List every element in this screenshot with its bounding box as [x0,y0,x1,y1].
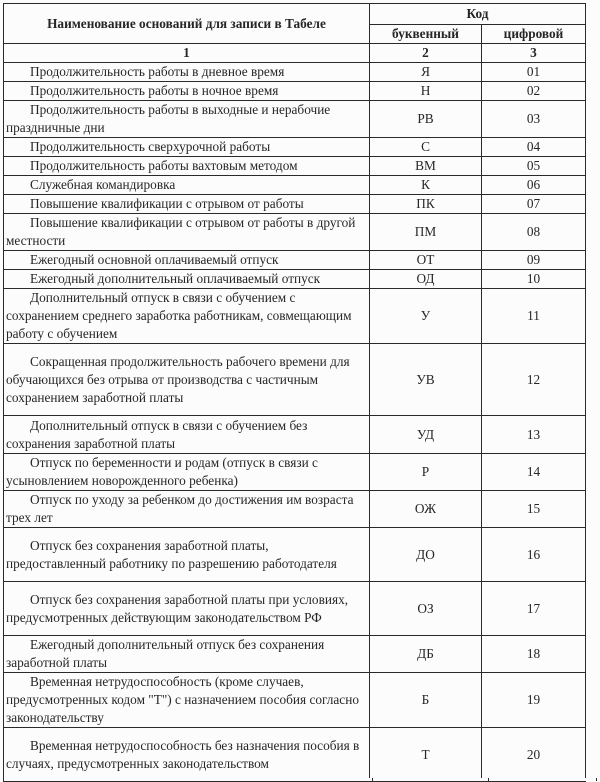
row-name-cell: Продолжительность работы вахтовым методом [4,157,370,176]
row-letter-code-cell: ДБ [370,636,482,673]
table-row [4,157,586,176]
table-row [4,728,586,782]
row-name-cell: Дополнительный отпуск в связи с обучением без сохранения заработной платы [4,416,370,454]
table-row [4,673,586,728]
row-digit-code-cell: 13 [482,416,586,454]
row-name-cell: Служебная командировка [4,176,370,195]
col-number-3: 3 [482,44,586,63]
row-digit-code-cell: 03 [482,101,586,138]
table-row [4,454,586,491]
table-row [4,270,586,289]
table-row [4,582,586,636]
header-digit-col: цифровой [482,25,586,44]
row-letter-code-cell: ПК [370,195,482,214]
row-digit-code-cell: 20 [482,728,586,782]
table-row [4,344,586,416]
row-letter-code-cell: К [370,176,482,195]
row-name-cell: Временная нетрудоспособность без назначения пособия в случаях, предусмотренных законодательством [4,728,370,782]
col-number-2: 2 [370,44,482,63]
row-letter-code-cell: УД [370,416,482,454]
table-row [4,491,586,528]
row-digit-code-cell: 17 [482,582,586,636]
row-digit-code-cell: 08 [482,214,586,251]
header-code-group: Код [370,4,586,25]
table-row [4,251,586,270]
row-digit-code-cell: 04 [482,138,586,157]
table-row [4,416,586,454]
table-row [4,195,586,214]
table-row [4,289,586,344]
row-letter-code-cell: Т [370,728,482,782]
row-name-cell: Продолжительность работы в выходные и нерабочие праздничные дни [4,101,370,138]
table-row [4,138,586,157]
row-letter-code-cell: Р [370,454,482,491]
row-digit-code-cell: 06 [482,176,586,195]
row-digit-code-cell: 01 [482,63,586,82]
row-digit-code-cell: 18 [482,636,586,673]
row-name-cell: Повышение квалификации с отрывом от работы в другой местности [4,214,370,251]
row-letter-code-cell: УВ [370,344,482,416]
header-letter-col: буквенный [370,25,482,44]
row-name-cell: Продолжительность сверхурочной работы [4,138,370,157]
row-digit-code-cell: 16 [482,528,586,582]
row-name-cell: Дополнительный отпуск в связи с обучением с сохранением среднего заработка работникам, совмещающим работу с обучением [4,289,370,344]
row-name-cell: Повышение квалификации с отрывом от работы [4,195,370,214]
row-name-cell: Отпуск по уходу за ребенком до достижения им возраста трех лет [4,491,370,528]
row-letter-code-cell: ОЗ [370,582,482,636]
row-name-cell: Продолжительность работы в дневное время [4,63,370,82]
timesheet-codes-table [3,3,586,782]
row-name-cell: Продолжительность работы в ночное время [4,82,370,101]
row-letter-code-cell: Я [370,63,482,82]
row-name-cell: Временная нетрудоспособность (кроме случаев, предусмотренных кодом "Т") с назначением пособия согласно законодательству [4,673,370,728]
row-digit-code-cell: 19 [482,673,586,728]
row-name-cell: Ежегодный дополнительный отпуск без сохранения заработной платы [4,636,370,673]
table-row [4,214,586,251]
row-letter-code-cell: ОТ [370,251,482,270]
row-letter-code-cell: РВ [370,101,482,138]
row-name-cell: Ежегодный основной оплачиваемый отпуск [4,251,370,270]
row-digit-code-cell: 10 [482,270,586,289]
table-body [4,63,586,782]
row-letter-code-cell: ОД [370,270,482,289]
row-letter-code-cell: ВМ [370,157,482,176]
row-name-cell: Ежегодный дополнительный оплачиваемый отпуск [4,270,370,289]
table-row [4,176,586,195]
row-digit-code-cell: 15 [482,491,586,528]
row-digit-code-cell: 11 [482,289,586,344]
row-digit-code-cell: 02 [482,82,586,101]
row-letter-code-cell: ПМ [370,214,482,251]
row-name-cell: Отпуск по беременности и родам (отпуск в связи с усыновлением новорожденного ребенка) [4,454,370,491]
row-name-cell: Сокращенная продолжительность рабочего времени для обучающихся без отрыва от производства с частичным сохранением заработной платы [4,344,370,416]
row-letter-code-cell: Н [370,82,482,101]
row-letter-code-cell: У [370,289,482,344]
row-digit-code-cell: 05 [482,157,586,176]
table-row [4,63,586,82]
row-name-cell: Отпуск без сохранения заработной платы, предоставленный работнику по разрешению работодателя [4,528,370,582]
row-digit-code-cell: 12 [482,344,586,416]
table-row [4,101,586,138]
row-letter-code-cell: Б [370,673,482,728]
table-row [4,82,586,101]
row-digit-code-cell: 07 [482,195,586,214]
row-letter-code-cell: С [370,138,482,157]
row-letter-code-cell: ДО [370,528,482,582]
row-digit-code-cell: 14 [482,454,586,491]
header-name-col: Наименование оснований для записи в Табеле [4,4,370,44]
row-letter-code-cell: ОЖ [370,491,482,528]
col-number-1: 1 [4,44,370,63]
table-row [4,636,586,673]
table-row [4,528,586,582]
row-name-cell: Отпуск без сохранения заработной платы при условиях, предусмотренных действующим законодательством РФ [4,582,370,636]
row-digit-code-cell: 09 [482,251,586,270]
